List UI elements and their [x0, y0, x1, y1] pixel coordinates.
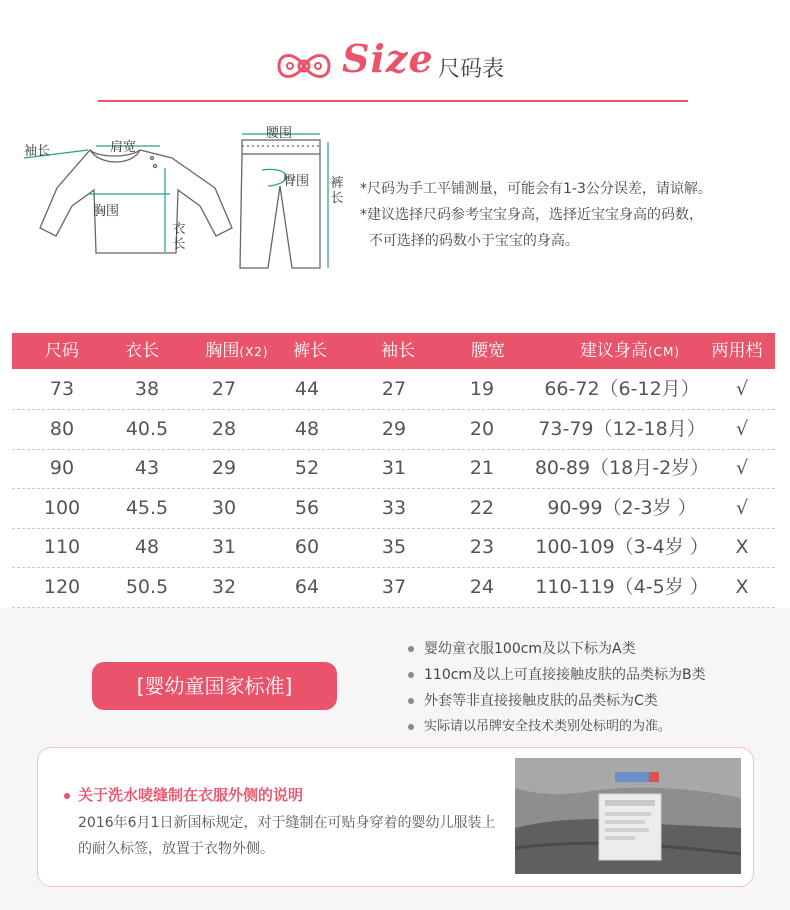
bullet-item: 外套等非直接接触皮肤的品类标为C类 [408, 688, 706, 714]
cell-size: 73 [49, 378, 75, 400]
cell-waist: 24 [469, 575, 495, 598]
table-row [12, 449, 775, 489]
col-chest: 胸围(X2) [205, 341, 269, 361]
cell-waist: 22 [469, 496, 495, 519]
table-row [12, 410, 775, 450]
shirt-shoulder-label: 肩宽 [110, 140, 137, 155]
cell-height: 90-99（2-3岁 ） [547, 496, 697, 519]
care-label-photo [515, 758, 741, 874]
pants-diagram [232, 120, 342, 280]
cell-sleeve: 29 [381, 417, 407, 440]
title-divider [98, 100, 688, 102]
cell-dual-crotch: √ [735, 496, 749, 519]
col-dual-crotch: 两用档 [711, 341, 763, 361]
cell-waist: 21 [469, 457, 495, 479]
cell-top-length: 40.5 [125, 417, 169, 440]
cell-height: 110-119（4-5岁 ） [535, 575, 709, 598]
note-line: 不可选择的码数小于宝宝的身高。 [360, 233, 579, 249]
cell-height: 73-79（12-18月） [538, 417, 706, 440]
col-size: 尺码 [45, 341, 79, 361]
col-pants-length: 裤长 [293, 341, 327, 361]
cell-dual-crotch: √ [735, 457, 749, 479]
cell-chest: 27 [211, 378, 237, 400]
size-title: Size [342, 36, 434, 81]
cell-sleeve: 31 [381, 457, 407, 479]
cell-sleeve: 33 [381, 496, 407, 519]
measurement-notes [360, 176, 712, 254]
cell-pants-length: 48 [294, 417, 320, 440]
cell-top-length: 50.5 [125, 575, 169, 598]
pants-hip-label: 臀围 [283, 174, 310, 189]
table-row [12, 489, 775, 529]
cell-pants-length: 64 [294, 575, 320, 598]
note-line: *建议选择尺码参考宝宝身高，选择近宝宝身高的码数， [360, 207, 703, 223]
bow-icon [275, 50, 333, 82]
col-height: 建议身高(CM) [579, 341, 681, 361]
cell-dual-crotch: X [735, 575, 749, 598]
pants-waist-label: 腰围 [266, 126, 293, 141]
bullet-item: 实际请以吊牌安全技术类别处标明的为准。 [408, 714, 706, 740]
cell-pants-length: 52 [294, 457, 320, 479]
cell-dual-crotch: √ [735, 378, 749, 400]
cell-dual-crotch: √ [735, 417, 749, 440]
note-line: *尺码为手工平铺测量，可能会有1-3公分误差，请谅解。 [360, 181, 712, 197]
cell-top-length: 45.5 [125, 496, 169, 519]
shirt-chest-label: 胸围 [93, 204, 120, 219]
shirt-sleeve-label: 袖长 [24, 144, 51, 159]
size-table-header [12, 333, 775, 369]
cell-waist: 23 [469, 536, 495, 558]
cell-waist: 20 [469, 417, 495, 440]
cell-height: 80-89（18月-2岁） [534, 457, 710, 479]
cell-pants-length: 44 [294, 378, 320, 400]
cell-waist: 19 [469, 378, 495, 400]
size-chart-title: 尺码表 [438, 57, 505, 82]
bullet-item: 婴幼童衣服100cm及以下标为A类 [408, 636, 706, 662]
col-waist: 腰宽 [471, 341, 505, 361]
cell-chest: 29 [211, 457, 237, 479]
bullet-item: 110cm及以上可直接接触皮肤的品类标为B类 [408, 662, 706, 688]
cell-height: 66-72（6-12月） [544, 378, 700, 400]
cell-top-length: 43 [134, 457, 160, 479]
cell-sleeve: 37 [381, 575, 407, 598]
cell-size: 80 [49, 417, 75, 440]
col-sleeve: 袖长 [381, 341, 415, 361]
cell-chest: 30 [211, 496, 237, 519]
cell-pants-length: 56 [294, 496, 320, 519]
pants-length-label: 裤长 [330, 176, 344, 206]
care-label-title: 关于洗水唛缝制在衣服外侧的说明 [64, 784, 303, 805]
table-row [12, 370, 775, 410]
cell-size: 120 [43, 575, 81, 598]
table-row [12, 568, 775, 608]
cell-chest: 31 [211, 536, 237, 558]
cell-chest: 28 [211, 417, 237, 440]
cell-sleeve: 35 [381, 536, 407, 558]
table-row [12, 528, 775, 568]
cell-height: 100-109（3-4岁 ） [535, 536, 709, 558]
cell-size: 90 [49, 457, 75, 479]
cell-top-length: 38 [134, 378, 160, 400]
cell-chest: 32 [211, 575, 237, 598]
cell-sleeve: 27 [381, 378, 407, 400]
cell-pants-length: 60 [294, 536, 320, 558]
standard-bullets [408, 636, 706, 740]
care-label-text: 2016年6月1日新国标规定，对于缝制在可贴身穿着的婴幼儿服装上的耐久标签，放置于衣物外侧。 [78, 815, 496, 857]
cell-dual-crotch: X [735, 536, 749, 558]
cell-size: 110 [43, 536, 81, 558]
cell-top-length: 48 [134, 536, 160, 558]
shirt-length-label: 衣长 [172, 222, 186, 252]
col-top-length: 衣长 [125, 341, 159, 361]
national-standard-badge: [婴幼童国家标准] [92, 662, 337, 710]
cell-size: 100 [43, 496, 81, 519]
